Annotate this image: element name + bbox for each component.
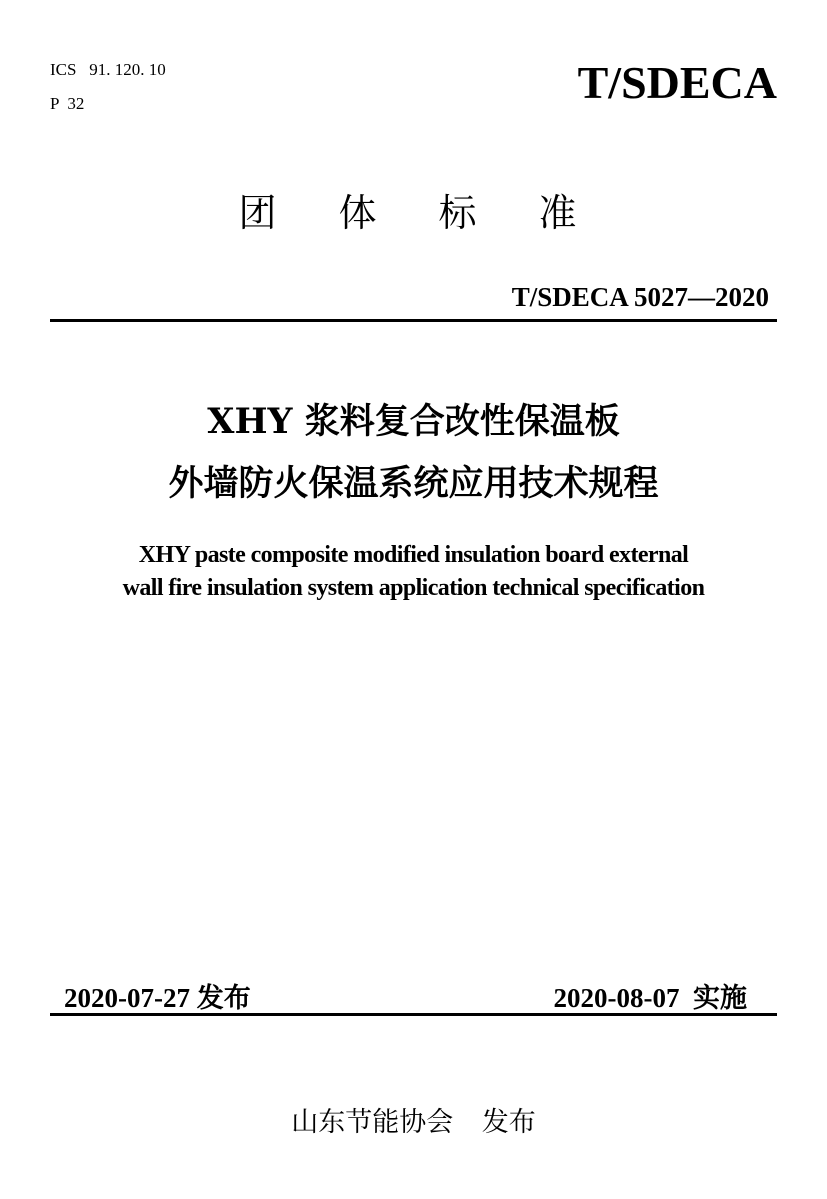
ccs-code: P 32 <box>50 94 85 113</box>
title-cn-line1: XHY 浆料复合改性保温板 <box>207 401 620 442</box>
divider-top <box>50 319 777 322</box>
divider-bottom <box>50 1013 777 1016</box>
issue-date: 2020-07-27 发布 <box>64 983 251 1013</box>
title-en-line2: wall fire insulation system application technical specification <box>122 575 705 601</box>
brand-code: T/SDECA <box>577 57 777 108</box>
publisher-action: 发布 <box>481 1107 536 1138</box>
publisher-name: 山东节能协会 <box>291 1107 454 1138</box>
publisher <box>0 1100 827 1139</box>
ics-code: ICS 91. 120. 10 <box>50 60 166 79</box>
title-cn-line2: 外墙防火保温系统应用技术规程 <box>168 463 659 504</box>
title-en-line1: XHY paste composite modified insulation board external <box>138 542 689 568</box>
standard-code: T/SDECA 5027—2020 <box>511 282 769 312</box>
standard-kind: 团体标准 <box>238 191 639 235</box>
implement-date: 2020-08-07 实施 <box>553 983 747 1013</box>
